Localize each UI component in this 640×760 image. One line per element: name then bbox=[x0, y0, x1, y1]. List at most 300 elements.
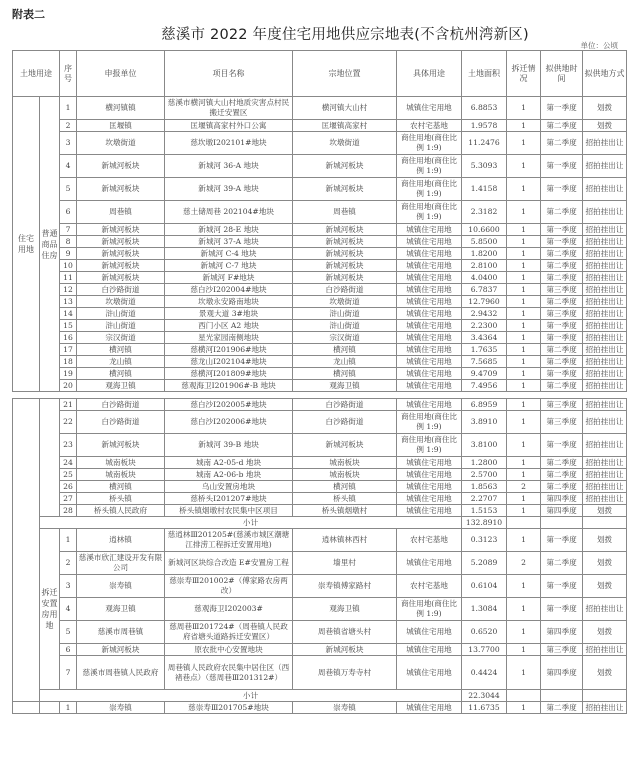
row-time: 第一季度 bbox=[541, 97, 583, 120]
header-unit: 申报单位 bbox=[77, 51, 165, 97]
row-method: 招拍挂出让 bbox=[583, 434, 627, 457]
row-unit: 慈溪市周巷镇人民政府 bbox=[77, 656, 165, 690]
row-time: 第二季度 bbox=[541, 296, 583, 308]
subtotal-empty bbox=[507, 690, 541, 702]
row-area: 1.5153 bbox=[462, 505, 507, 517]
table-row bbox=[13, 120, 627, 132]
row-time: 第二季度 bbox=[541, 248, 583, 260]
row-method: 划拨 bbox=[583, 621, 627, 644]
row-project: 慈桥头Ⅰ201207#地块 bbox=[165, 493, 293, 505]
table-row bbox=[13, 469, 627, 481]
row-project: 新城河区块综合改造 E#安置房工程 bbox=[165, 552, 293, 575]
row-area: 0.3123 bbox=[462, 529, 507, 552]
row-no: 23 bbox=[60, 434, 77, 457]
row-area: 3.8910 bbox=[462, 411, 507, 434]
table-row bbox=[13, 552, 627, 575]
row-method: 招拍挂出让 bbox=[583, 411, 627, 434]
table-row bbox=[13, 272, 627, 284]
row-time: 第三季度 bbox=[541, 284, 583, 296]
row-location: 白沙路街道 bbox=[293, 284, 397, 296]
row-location: 龙山镇 bbox=[293, 356, 397, 368]
row-project: 慈龙山Ⅰ202104#地块 bbox=[165, 356, 293, 368]
row-method: 招拍挂出让 bbox=[583, 356, 627, 368]
row-location: 新城河板块 bbox=[293, 272, 397, 284]
row-demolition: 1 bbox=[507, 493, 541, 505]
table-row bbox=[13, 97, 627, 120]
subtotal-empty bbox=[583, 690, 627, 702]
row-area: 1.3084 bbox=[462, 598, 507, 621]
row-use: 农村宅基地 bbox=[397, 120, 462, 132]
row-use: 城镇住宅用地 bbox=[397, 224, 462, 236]
row-area: 9.4709 bbox=[462, 368, 507, 380]
row-demolition: 1 bbox=[507, 97, 541, 120]
row-location: 新城河板块 bbox=[293, 248, 397, 260]
row-area: 1.9578 bbox=[462, 120, 507, 132]
row-area: 2.3182 bbox=[462, 201, 507, 224]
row-unit: 慈溪市欣汇建设开发有限公司 bbox=[77, 552, 165, 575]
row-use: 城镇住宅用地 bbox=[397, 356, 462, 368]
row-time: 第四季度 bbox=[541, 656, 583, 690]
table-row bbox=[13, 493, 627, 505]
table-row bbox=[13, 481, 627, 493]
row-use: 城镇住宅用地 bbox=[397, 505, 462, 517]
row-area: 1.2800 bbox=[462, 457, 507, 469]
row-location: 新城河板块 bbox=[293, 236, 397, 248]
row-demolition: 1 bbox=[507, 260, 541, 272]
row-time: 第四季度 bbox=[541, 493, 583, 505]
row-unit: 新城河板块 bbox=[77, 434, 165, 457]
row-unit: 新城河板块 bbox=[77, 260, 165, 272]
table-row bbox=[13, 411, 627, 434]
row-no: 16 bbox=[60, 332, 77, 344]
row-unit: 白沙路街道 bbox=[77, 411, 165, 434]
row-location: 白沙路街道 bbox=[293, 411, 397, 434]
row-demolition: 1 bbox=[507, 332, 541, 344]
row-demolition: 1 bbox=[507, 320, 541, 332]
row-location: 横河镇 bbox=[293, 344, 397, 356]
row-no: 4 bbox=[60, 155, 77, 178]
row-method: 招拍挂出让 bbox=[583, 296, 627, 308]
row-method: 招拍挂出让 bbox=[583, 201, 627, 224]
row-no: 8 bbox=[60, 236, 77, 248]
row-unit: 崇寿镇 bbox=[77, 575, 165, 598]
row-use: 城镇住宅用地 bbox=[397, 368, 462, 380]
row-area: 4.0400 bbox=[462, 272, 507, 284]
row-area: 6.8853 bbox=[462, 97, 507, 120]
row-no: 13 bbox=[60, 296, 77, 308]
category-residential-label: 住宅用地 bbox=[18, 234, 34, 254]
row-no: 7 bbox=[60, 656, 77, 690]
row-demolition: 1 bbox=[507, 529, 541, 552]
row-method: 招拍挂出让 bbox=[583, 248, 627, 260]
row-unit: 周巷镇 bbox=[77, 201, 165, 224]
row-unit: 横河镇 bbox=[77, 368, 165, 380]
row-no: 6 bbox=[60, 201, 77, 224]
header-method: 拟供地方式 bbox=[583, 51, 627, 97]
row-time: 第二季度 bbox=[541, 260, 583, 272]
row-no: 18 bbox=[60, 356, 77, 368]
row-method: 划拨 bbox=[583, 552, 627, 575]
row-method: 招拍挂出让 bbox=[583, 132, 627, 155]
table-row bbox=[13, 380, 627, 392]
table-row bbox=[13, 320, 627, 332]
category-residential-cont bbox=[13, 399, 40, 702]
row-use: 城镇住宅用地 bbox=[397, 656, 462, 690]
table-row bbox=[13, 356, 627, 368]
row-method: 招拍挂出让 bbox=[583, 224, 627, 236]
unit-label: 单位：公顷 bbox=[580, 41, 618, 50]
row-location: 宗汉街道 bbox=[293, 332, 397, 344]
row-time: 第一季度 bbox=[541, 178, 583, 201]
row-project: 西门小区 A2 地块 bbox=[165, 320, 293, 332]
row-unit: 新城河板块 bbox=[77, 224, 165, 236]
table-row bbox=[13, 505, 627, 517]
row-demolition: 1 bbox=[507, 469, 541, 481]
row-method: 招拍挂出让 bbox=[583, 272, 627, 284]
row-project: 慈观海卫Ⅰ202003# bbox=[165, 598, 293, 621]
row-location: 白沙路街道 bbox=[293, 399, 397, 411]
row-unit: 坎墩街道 bbox=[77, 132, 165, 155]
row-time: 第二季度 bbox=[541, 457, 583, 469]
header-time: 拟供地时间 bbox=[541, 51, 583, 97]
row-location: 周巷镇省塘头村 bbox=[293, 621, 397, 644]
row-method: 招拍挂出让 bbox=[583, 644, 627, 656]
row-unit: 龙山镇 bbox=[77, 356, 165, 368]
row-location: 坎墩街道 bbox=[293, 132, 397, 155]
row-use: 城镇住宅用地 bbox=[397, 296, 462, 308]
row-use: 城镇住宅用地 bbox=[397, 260, 462, 272]
row-method: 招拍挂出让 bbox=[583, 380, 627, 392]
row-demolition: 1 bbox=[507, 344, 541, 356]
row-method: 招拍挂出让 bbox=[583, 493, 627, 505]
row-unit: 慈溪市周巷镇 bbox=[77, 621, 165, 644]
row-use: 城镇住宅用地 bbox=[397, 457, 462, 469]
row-time: 第一季度 bbox=[541, 236, 583, 248]
row-method: 划拨 bbox=[583, 505, 627, 517]
table-row bbox=[13, 644, 627, 656]
row-area: 2.8100 bbox=[462, 260, 507, 272]
subtotal-label: 小计 bbox=[40, 517, 462, 529]
row-unit: 新城河板块 bbox=[77, 248, 165, 260]
subcategory-next bbox=[40, 702, 60, 714]
subtotal-empty bbox=[541, 690, 583, 702]
row-time: 第二季度 bbox=[541, 481, 583, 493]
row-project: 慈崇寿Ⅲ201705#地块 bbox=[165, 702, 293, 714]
row-demolition: 1 bbox=[507, 411, 541, 434]
table-row bbox=[13, 656, 627, 690]
row-use: 城镇住宅用地 bbox=[397, 332, 462, 344]
row-use: 城镇住宅用地 bbox=[397, 399, 462, 411]
row-project: 新城河 C-7 地块 bbox=[165, 260, 293, 272]
row-demolition: 1 bbox=[507, 644, 541, 656]
table-row bbox=[13, 575, 627, 598]
row-project: 乌山安置房地块 bbox=[165, 481, 293, 493]
row-location: 周巷镇万寿寺村 bbox=[293, 656, 397, 690]
subtotal-row bbox=[13, 517, 627, 529]
row-location: 坎墩街道 bbox=[293, 296, 397, 308]
row-location: 城南板块 bbox=[293, 457, 397, 469]
row-area: 5.3093 bbox=[462, 155, 507, 178]
row-no: 21 bbox=[60, 399, 77, 411]
row-use: 城镇住宅用地 bbox=[397, 702, 462, 714]
row-project: 坎墩永安路南地块 bbox=[165, 296, 293, 308]
table-row bbox=[13, 308, 627, 320]
row-use: 城镇住宅用地 bbox=[397, 621, 462, 644]
row-time: 第一季度 bbox=[541, 529, 583, 552]
table-row bbox=[13, 260, 627, 272]
row-demolition: 1 bbox=[507, 248, 541, 260]
row-location: 横河镇大山村 bbox=[293, 97, 397, 120]
row-time: 第一季度 bbox=[541, 332, 583, 344]
row-demolition: 1 bbox=[507, 598, 541, 621]
row-demolition: 1 bbox=[507, 272, 541, 284]
subtotal-empty bbox=[541, 517, 583, 529]
row-unit: 桥头镇 bbox=[77, 493, 165, 505]
row-time: 第一季度 bbox=[541, 155, 583, 178]
row-no: 10 bbox=[60, 260, 77, 272]
row-no: 1 bbox=[60, 97, 77, 120]
row-no: 9 bbox=[60, 248, 77, 260]
row-use: 城镇住宅用地 bbox=[397, 380, 462, 392]
table-row bbox=[13, 155, 627, 178]
row-unit: 新城河板块 bbox=[77, 644, 165, 656]
row-no: 19 bbox=[60, 368, 77, 380]
row-demolition: 1 bbox=[507, 155, 541, 178]
row-area: 3.4364 bbox=[462, 332, 507, 344]
table-row bbox=[13, 434, 627, 457]
row-method: 划拨 bbox=[583, 656, 627, 690]
row-method: 招拍挂出让 bbox=[583, 320, 627, 332]
row-area: 6.7837 bbox=[462, 284, 507, 296]
row-use: 农村宅基地 bbox=[397, 575, 462, 598]
row-time: 第二季度 bbox=[541, 469, 583, 481]
row-area: 7.4956 bbox=[462, 380, 507, 392]
row-area: 2.5700 bbox=[462, 469, 507, 481]
row-project: 新城河 36-A 地块 bbox=[165, 155, 293, 178]
row-area: 1.4158 bbox=[462, 178, 507, 201]
row-use: 城镇住宅用地 bbox=[397, 236, 462, 248]
row-unit: 横河镇 bbox=[77, 481, 165, 493]
row-method: 招拍挂出让 bbox=[583, 284, 627, 296]
row-use: 城镇住宅用地 bbox=[397, 644, 462, 656]
row-use: 城镇住宅用地 bbox=[397, 97, 462, 120]
row-method: 招拍挂出让 bbox=[583, 344, 627, 356]
row-location: 崇寿镇傅家路村 bbox=[293, 575, 397, 598]
row-location: 横河镇 bbox=[293, 368, 397, 380]
row-unit: 观海卫镇 bbox=[77, 380, 165, 392]
row-time: 第二季度 bbox=[541, 552, 583, 575]
row-area: 12.7960 bbox=[462, 296, 507, 308]
subcategory-resettlement bbox=[40, 529, 60, 690]
row-demolition: 1 bbox=[507, 702, 541, 714]
row-area: 5.2089 bbox=[462, 552, 507, 575]
subtotal-empty bbox=[507, 517, 541, 529]
row-unit: 匡堰镇 bbox=[77, 120, 165, 132]
row-unit: 城南板块 bbox=[77, 457, 165, 469]
header-land-use: 土地用途 bbox=[13, 51, 60, 97]
row-time: 第二季度 bbox=[541, 132, 583, 155]
row-project: 慈土储周巷 202104#地块 bbox=[165, 201, 293, 224]
header-use: 具体用途 bbox=[397, 51, 462, 97]
row-time: 第四季度 bbox=[541, 621, 583, 644]
row-project: 城南 A2-05-d 地块 bbox=[165, 457, 293, 469]
row-no: 1 bbox=[60, 702, 77, 714]
table-row bbox=[13, 284, 627, 296]
row-use: 城镇住宅用地 bbox=[397, 493, 462, 505]
table-row bbox=[13, 236, 627, 248]
subtotal-empty bbox=[583, 517, 627, 529]
row-area: 3.8100 bbox=[462, 434, 507, 457]
row-method: 招拍挂出让 bbox=[583, 155, 627, 178]
row-location: 桥头镇烟墩村 bbox=[293, 505, 397, 517]
row-project: 城南 A2-06-b 地块 bbox=[165, 469, 293, 481]
row-area: 2.2300 bbox=[462, 320, 507, 332]
row-use: 商住用地(商住比例 1:9) bbox=[397, 411, 462, 434]
row-area: 0.6520 bbox=[462, 621, 507, 644]
row-unit: 浒山街道 bbox=[77, 308, 165, 320]
row-project: 匡堰镇高家村外口公寓 bbox=[165, 120, 293, 132]
row-unit: 新城河板块 bbox=[77, 178, 165, 201]
row-location: 观海卫镇 bbox=[293, 598, 397, 621]
table-row bbox=[13, 296, 627, 308]
row-no: 2 bbox=[60, 552, 77, 575]
row-area: 6.8959 bbox=[462, 399, 507, 411]
row-time: 第三季度 bbox=[541, 399, 583, 411]
row-time: 第一季度 bbox=[541, 434, 583, 457]
row-time: 第二季度 bbox=[541, 702, 583, 714]
subcategory-commercial bbox=[40, 97, 60, 392]
row-no: 15 bbox=[60, 320, 77, 332]
row-area: 10.6600 bbox=[462, 224, 507, 236]
row-no: 3 bbox=[60, 132, 77, 155]
row-project: 慈周巷Ⅲ201724#（周巷镇人民政府省塘头道路拆迁安置区） bbox=[165, 621, 293, 644]
row-location: 观海卫镇 bbox=[293, 380, 397, 392]
row-no: 12 bbox=[60, 284, 77, 296]
row-demolition: 1 bbox=[507, 380, 541, 392]
table-row bbox=[13, 178, 627, 201]
row-demolition: 1 bbox=[507, 505, 541, 517]
row-time: 第一季度 bbox=[541, 368, 583, 380]
row-use: 城镇住宅用地 bbox=[397, 284, 462, 296]
row-no: 7 bbox=[60, 224, 77, 236]
row-method: 划拨 bbox=[583, 529, 627, 552]
row-time: 第二季度 bbox=[541, 272, 583, 284]
row-unit: 逍林镇 bbox=[77, 529, 165, 552]
row-no: 11 bbox=[60, 272, 77, 284]
row-no: 5 bbox=[60, 178, 77, 201]
row-use: 城镇住宅用地 bbox=[397, 248, 462, 260]
row-demolition: 1 bbox=[507, 434, 541, 457]
row-use: 商住用地(商住比例 1:9) bbox=[397, 201, 462, 224]
row-location: 横河镇 bbox=[293, 481, 397, 493]
row-use: 城镇住宅用地 bbox=[397, 308, 462, 320]
row-no: 28 bbox=[60, 505, 77, 517]
row-location: 新城河板块 bbox=[293, 260, 397, 272]
row-unit: 桥头镇人民政府 bbox=[77, 505, 165, 517]
row-time: 第一季度 bbox=[541, 575, 583, 598]
row-demolition: 2 bbox=[507, 481, 541, 493]
row-demolition: 1 bbox=[507, 621, 541, 644]
row-unit: 新城河板块 bbox=[77, 155, 165, 178]
row-location: 墙里村 bbox=[293, 552, 397, 575]
row-no: 6 bbox=[60, 644, 77, 656]
row-no: 2 bbox=[60, 120, 77, 132]
table-header-row bbox=[13, 51, 627, 97]
row-area: 5.8500 bbox=[462, 236, 507, 248]
row-method: 招拍挂出让 bbox=[583, 399, 627, 411]
subcategory-resettlement-label: 拆迁安置房用地 bbox=[41, 588, 58, 630]
page-break bbox=[13, 392, 627, 399]
page-break-spacer bbox=[13, 392, 627, 399]
row-location: 浒山街道 bbox=[293, 320, 397, 332]
row-unit: 宗汉街道 bbox=[77, 332, 165, 344]
row-time: 第三季度 bbox=[541, 308, 583, 320]
row-unit: 新城河板块 bbox=[77, 272, 165, 284]
row-area: 11.6735 bbox=[462, 702, 507, 714]
table-row bbox=[13, 598, 627, 621]
row-time: 第三季度 bbox=[541, 644, 583, 656]
subcategory-commercial-label: 普通商品住房 bbox=[41, 228, 58, 260]
row-method: 招拍挂出让 bbox=[583, 260, 627, 272]
row-location: 浒山街道 bbox=[293, 308, 397, 320]
row-time: 第二季度 bbox=[541, 344, 583, 356]
header-no: 序号 bbox=[60, 51, 77, 97]
row-no: 3 bbox=[60, 575, 77, 598]
row-time: 第一季度 bbox=[541, 598, 583, 621]
row-method: 招拍挂出让 bbox=[583, 368, 627, 380]
row-method: 招拍挂出让 bbox=[583, 332, 627, 344]
table-row bbox=[13, 702, 627, 714]
row-time: 第二季度 bbox=[541, 380, 583, 392]
row-demolition: 1 bbox=[507, 399, 541, 411]
row-location: 新城河板块 bbox=[293, 178, 397, 201]
row-project: 星光家园南侧地块 bbox=[165, 332, 293, 344]
subcategory-commercial-cont bbox=[40, 399, 60, 517]
table-row bbox=[13, 344, 627, 356]
row-project: 慈横河Ⅰ201906#地块 bbox=[165, 344, 293, 356]
row-no: 5 bbox=[60, 621, 77, 644]
row-project: 景观大道 3#地块 bbox=[165, 308, 293, 320]
subtotal-area: 132.8910 bbox=[462, 517, 507, 529]
header-demolition: 拆迁情况 bbox=[507, 51, 541, 97]
row-use: 城镇住宅用地 bbox=[397, 552, 462, 575]
row-location: 城南板块 bbox=[293, 469, 397, 481]
row-location: 新城河板块 bbox=[293, 224, 397, 236]
row-demolition: 1 bbox=[507, 368, 541, 380]
row-unit: 横河镇 bbox=[77, 344, 165, 356]
row-demolition: 1 bbox=[507, 284, 541, 296]
row-location: 新城河板块 bbox=[293, 434, 397, 457]
row-area: 2.9432 bbox=[462, 308, 507, 320]
row-project: 慈逍林Ⅲ201205#(慈溪市城区潮塘江排涝工程拆迁安置用地) bbox=[165, 529, 293, 552]
row-use: 商住用地(商住比例 1:9) bbox=[397, 132, 462, 155]
row-use: 城镇住宅用地 bbox=[397, 469, 462, 481]
row-time: 第一季度 bbox=[541, 320, 583, 332]
row-project: 新城河 F#地块 bbox=[165, 272, 293, 284]
row-location: 逍林镇林西村 bbox=[293, 529, 397, 552]
row-method: 招拍挂出让 bbox=[583, 308, 627, 320]
row-unit: 新城河板块 bbox=[77, 236, 165, 248]
row-no: 22 bbox=[60, 411, 77, 434]
row-demolition: 1 bbox=[507, 120, 541, 132]
table-row bbox=[13, 457, 627, 469]
row-location: 匡堰镇高家村 bbox=[293, 120, 397, 132]
row-area: 1.7635 bbox=[462, 344, 507, 356]
row-project: 周巷镇人民政府农民集中居住区（西褚巷点）（慈周巷Ⅲ201312#） bbox=[165, 656, 293, 690]
row-location: 桥头镇 bbox=[293, 493, 397, 505]
row-project: 慈白沙Ⅰ202004#地块 bbox=[165, 284, 293, 296]
row-project: 慈白沙Ⅰ202006#地块 bbox=[165, 411, 293, 434]
